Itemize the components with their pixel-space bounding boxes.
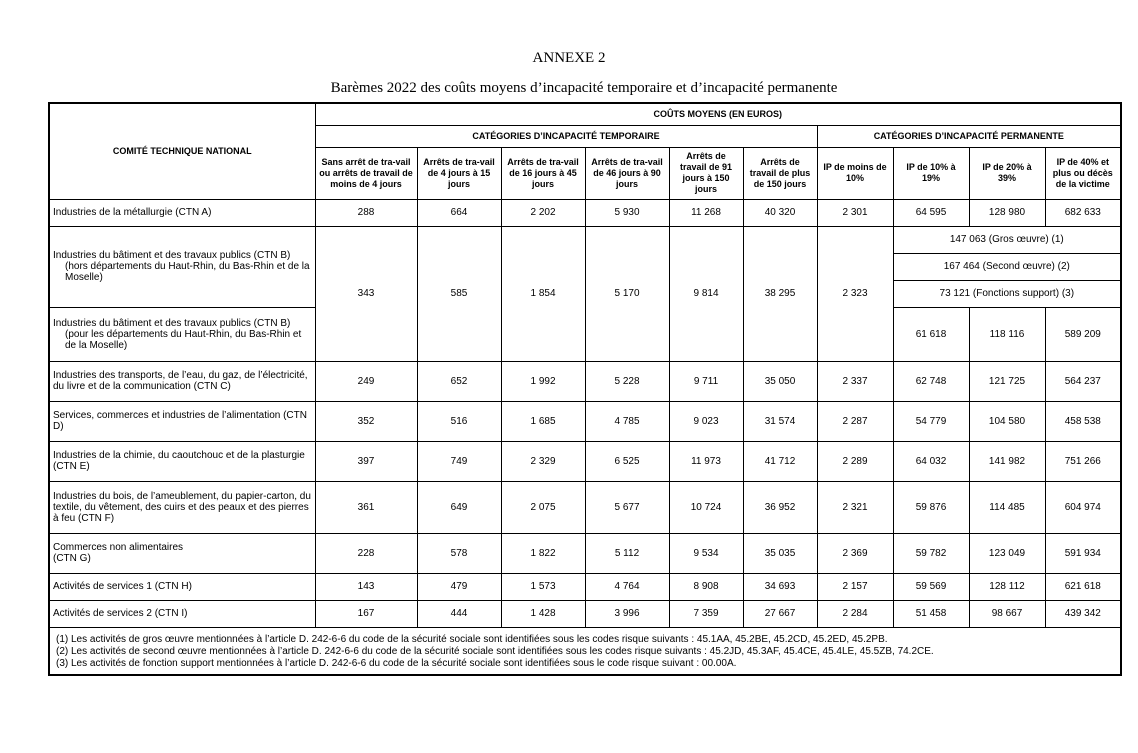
table-cell: 123 049	[969, 533, 1045, 573]
table-row	[49, 573, 1121, 600]
footnote: (2) Les activités de second œuvre mentionnées à l’article D. 242-6-6 du code de la sécurité sociale sont identifiées sous les codes risque suivants : 45.2JD, 45.3AF, 45.4CE, 45.4LE, 45.5ZB, 74.2CE.	[56, 645, 934, 657]
table-cell: 444	[417, 600, 501, 627]
table-cell: 2 323	[817, 226, 893, 361]
table-cell: 11 973	[669, 441, 743, 481]
table-cell: 2 369	[817, 533, 893, 573]
table-cell: 564 237	[1045, 361, 1121, 401]
table-cell: 64 595	[893, 199, 969, 226]
col-header: Arrêts de tra-vail de 4 jours à 15 jours	[417, 147, 501, 199]
table-cell: 34 693	[743, 573, 817, 600]
table-cell: 458 538	[1045, 401, 1121, 441]
header-committee: COMITÉ TECHNIQUE NATIONAL	[49, 103, 315, 199]
table-cell: 2 301	[817, 199, 893, 226]
table-cell: 59 782	[893, 533, 969, 573]
table-cell: 143	[315, 573, 417, 600]
table-cell: 1 685	[501, 401, 585, 441]
col-header: Arrêts de tra-vail de 16 jours à 45 jours	[501, 147, 585, 199]
table-cell: 2 329	[501, 441, 585, 481]
table-cell: 749	[417, 441, 501, 481]
row-label-sub: (hors départements du Haut-Rhin, du Bas-Rhin et de la Moselle)	[65, 261, 310, 283]
ip-second-oeuvre: 167 464 (Second œuvre) (2)	[893, 253, 1121, 280]
header-couts-moyens: COÛTS MOYENS (EN EUROS)	[315, 103, 1121, 125]
table-cell: 62 748	[893, 361, 969, 401]
table-cell: 664	[417, 199, 501, 226]
table-cell: 439 342	[1045, 600, 1121, 627]
row-label: Industries de la métallurgie (CTN A)	[49, 199, 315, 226]
table-cell: 2 202	[501, 199, 585, 226]
row-label-main: Commerces non alimentaires	[53, 542, 184, 553]
table-cell: 4 785	[585, 401, 669, 441]
table-cell: 6 525	[585, 441, 669, 481]
annexe-heading: ANNEXE 2	[532, 50, 606, 66]
table-cell: 228	[315, 533, 417, 573]
table-cell: 621 618	[1045, 573, 1121, 600]
table-cell: 64 032	[893, 441, 969, 481]
table-cell: 5 930	[585, 199, 669, 226]
row-label-main: Industries du bâtiment et des travaux publics (CTN B)	[53, 317, 291, 329]
table-cell: 604 974	[1045, 481, 1121, 533]
table-cell: 98 667	[969, 600, 1045, 627]
table-cell: 121 725	[969, 361, 1045, 401]
table-cell: 40 320	[743, 199, 817, 226]
col-header: IP de 40% et plus ou décès de la victime	[1045, 147, 1121, 199]
table-cell: 38 295	[743, 226, 817, 361]
table-cell: 578	[417, 533, 501, 573]
table-cell: 288	[315, 199, 417, 226]
table-cell: 9 711	[669, 361, 743, 401]
table-cell: 128 112	[969, 573, 1045, 600]
col-header: Arrêts de tra-vail de 46 jours à 90 jours	[585, 147, 669, 199]
ip-gros-oeuvre: 147 063 (Gros œuvre) (1)	[893, 226, 1121, 253]
table-cell: 10 724	[669, 481, 743, 533]
table-cell: 36 952	[743, 481, 817, 533]
row-label	[49, 307, 315, 361]
table-cell: 2 284	[817, 600, 893, 627]
table-cell: 41 712	[743, 441, 817, 481]
table-cell: 114 485	[969, 481, 1045, 533]
table-cell: 31 574	[743, 401, 817, 441]
header-incapacite-temporaire: CATÉGORIES D’INCAPACITÉ TEMPORAIRE	[315, 125, 817, 147]
table-cell: 361	[315, 481, 417, 533]
table-row	[49, 441, 1121, 481]
table-row	[49, 226, 1121, 253]
table-cell: 61 618	[893, 307, 969, 361]
table-cell: 128 980	[969, 199, 1045, 226]
table-cell: 249	[315, 361, 417, 401]
notes-row	[49, 627, 1121, 675]
table-cell: 11 268	[669, 199, 743, 226]
table-cell: 118 116	[969, 307, 1045, 361]
table-cell: 35 035	[743, 533, 817, 573]
table-row	[49, 533, 1121, 573]
table-cell: 8 908	[669, 573, 743, 600]
table-cell: 585	[417, 226, 501, 361]
col-header: Arrêts de travail de plus de 150 jours	[743, 147, 817, 199]
footnote: (3) Les activités de fonction support mentionnées à l’article D. 242-6-6 du code de la sécurité sociale sont identifiées sous le code risque suivant : 00.00A.	[56, 657, 737, 669]
footnotes	[49, 627, 1121, 675]
table-cell: 167	[315, 600, 417, 627]
table-cell: 54 779	[893, 401, 969, 441]
row-label: Services, commerces et industries de l’alimentation (CTN D)	[49, 401, 315, 441]
col-header: Sans arrêt de tra-vail ou arrêts de travail de moins de 4 jours	[315, 147, 417, 199]
table-cell: 1 573	[501, 573, 585, 600]
row-label: Activités de services 1 (CTN H)	[49, 573, 315, 600]
row-label-sub: (pour les départements du Haut-Rhin, du Bas-Rhin et de la Moselle)	[65, 328, 302, 351]
table-cell: 59 876	[893, 481, 969, 533]
table-cell: 1 428	[501, 600, 585, 627]
table-cell: 649	[417, 481, 501, 533]
row-label	[49, 226, 315, 307]
row-label: Industries de la chimie, du caoutchouc et de la plasturgie (CTN E)	[49, 441, 315, 481]
table-cell: 652	[417, 361, 501, 401]
table-cell: 352	[315, 401, 417, 441]
table-cell: 5 112	[585, 533, 669, 573]
table-cell: 2 075	[501, 481, 585, 533]
col-header: Arrêts de travail de 91 jours à 150 jours	[669, 147, 743, 199]
table-cell: 5 228	[585, 361, 669, 401]
table-cell: 1 822	[501, 533, 585, 573]
table-cell: 3 996	[585, 600, 669, 627]
row-label	[49, 533, 315, 573]
table-cell: 5 170	[585, 226, 669, 361]
col-header: IP de moins de 10%	[817, 147, 893, 199]
table-cell: 9 814	[669, 226, 743, 361]
table-row	[49, 481, 1121, 533]
row-label-sub: (CTN G)	[53, 553, 91, 564]
table-cell: 5 677	[585, 481, 669, 533]
table-row	[49, 600, 1121, 627]
table-cell: 2 289	[817, 441, 893, 481]
table-cell: 2 287	[817, 401, 893, 441]
document-title: Barèmes 2022 des coûts moyens d’incapacité temporaire et d’incapacité permanente	[330, 80, 838, 96]
table-cell: 2 337	[817, 361, 893, 401]
table-cell: 35 050	[743, 361, 817, 401]
table-cell: 682 633	[1045, 199, 1121, 226]
ip-fonctions-support: 73 121 (Fonctions support) (3)	[893, 280, 1121, 307]
table-cell: 589 209	[1045, 307, 1121, 361]
table-cell: 591 934	[1045, 533, 1121, 573]
row-label: Industries du bois, de l’ameublement, du papier-carton, du textile, du vêtement, des cuirs et des peaux et des pierres à feu (CTN F)	[49, 481, 315, 533]
header-incapacite-permanente: CATÉGORIES D’INCAPACITÉ PERMANENTE	[817, 125, 1121, 147]
table-cell: 1 854	[501, 226, 585, 361]
table-cell: 516	[417, 401, 501, 441]
cost-table	[48, 102, 1122, 676]
col-header: IP de 10% à 19%	[893, 147, 969, 199]
row-label: Activités de services 2 (CTN I)	[49, 600, 315, 627]
table-cell: 479	[417, 573, 501, 600]
table-row	[49, 401, 1121, 441]
table-cell: 9 534	[669, 533, 743, 573]
table-row	[49, 361, 1121, 401]
table-cell: 2 157	[817, 573, 893, 600]
row-label: Industries des transports, de l’eau, du gaz, de l’électricité, du livre et de la communication (CTN C)	[49, 361, 315, 401]
table-cell: 51 458	[893, 600, 969, 627]
table-cell: 397	[315, 441, 417, 481]
table-cell: 141 982	[969, 441, 1045, 481]
table-cell: 343	[315, 226, 417, 361]
table-cell: 1 992	[501, 361, 585, 401]
table-cell: 751 266	[1045, 441, 1121, 481]
table-cell: 4 764	[585, 573, 669, 600]
col-header: IP de 20% à 39%	[969, 147, 1045, 199]
footnote: (1) Les activités de gros œuvre mentionnées à l’article D. 242-6-6 du code de la sécurité sociale sont identifiées sous les codes risque suivants : 45.1AA, 45.2BE, 45.2CD, 45.2ED, 45.2PB.	[56, 633, 888, 645]
table-cell: 7 359	[669, 600, 743, 627]
row-label-main: Industries du bâtiment et des travaux publics (CTN B)	[53, 250, 291, 261]
table-cell: 9 023	[669, 401, 743, 441]
table-cell: 27 667	[743, 600, 817, 627]
table-cell: 104 580	[969, 401, 1045, 441]
table-row	[49, 199, 1121, 226]
table-cell: 2 321	[817, 481, 893, 533]
table-cell: 59 569	[893, 573, 969, 600]
